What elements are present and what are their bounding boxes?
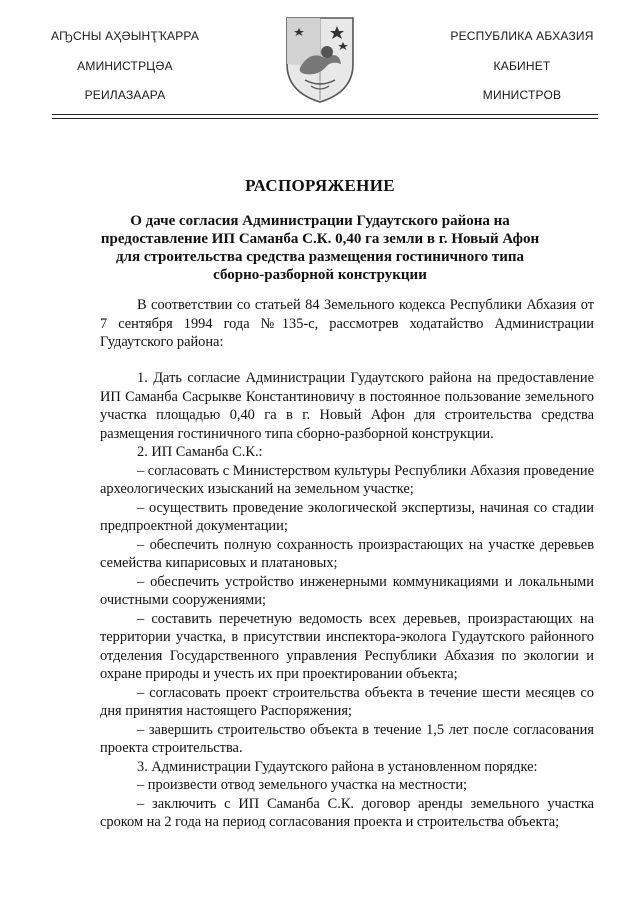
preamble-text: В соответствии со статьей 84 Земельного кодекса Республики Абхазия от 7 сентября 1994 года №135-с, рассмотрев ходатайство Администрации Гудаутского района:	[100, 297, 594, 350]
document-body	[100, 369, 594, 832]
subject-line: предоставление ИП Саманба С.К. 0,40 га земли в г. Новый Афон	[100, 231, 540, 247]
list-item: – согласовать проект строительства объекта в течение шести месяцев со дня принятия настоящего Распоряжения;	[100, 684, 594, 719]
list-item: – осуществить проведение экологической экспертизы, начиная со стадии предпроектной документации;	[100, 499, 594, 534]
header-divider-thick	[52, 114, 598, 115]
subject-line: для строительства средства размещения гостиничного типа	[115, 249, 525, 265]
header-divider-thin	[52, 118, 598, 119]
paragraph-1: 1. Дать согласие Администрации Гудаутского района на предоставление ИП Саманба Сасрыкве Константиновичу в постоянное пользование земельного участка площадью 0,40 га в г. Новый Афон для строительства средства размещения гостиничного типа сборно-разборной конструкции.	[100, 370, 594, 442]
header-right-line-3: МИНИСТРОВ	[482, 88, 562, 102]
document-subject	[100, 212, 540, 284]
paragraph-3: 3. Администрации Гудаутского района в установленном порядке:	[137, 758, 538, 775]
header-left-line-3: РЕИЛАЗААРА	[84, 88, 166, 102]
list-item: – заключить с ИП Саманба С.К. договор аренды земельного участка сроком на 2 года на период согласования проекта и строительства объекта;	[100, 795, 594, 830]
document-title: РАСПОРЯЖЕНИЕ	[245, 176, 395, 195]
list-item: – произвести отвод земельного участка на местности;	[137, 777, 468, 793]
header-right-line-1: РЕСПУБЛИКА АБХАЗИЯ	[450, 29, 594, 43]
list-item: – завершить строительство объекта в течение 1,5 лет после согласования проекта строительства.	[100, 721, 594, 756]
header-left-line-2: АМИНИСТРЦӘА	[77, 59, 173, 73]
subject-line: сборно-разборной конструкции	[213, 267, 427, 283]
preamble	[100, 296, 594, 352]
header-right-line-2: КАБИНЕТ	[493, 59, 551, 73]
list-item: – обеспечить полную сохранность произрастающих на участке деревьев семейства кипарисовых и платановых;	[100, 536, 594, 571]
header-left-line-1: АҦСНЫ АҲӘЫНҬҠАРРА	[50, 29, 200, 43]
list-item: – согласовать с Министерством культуры Республики Абхазия проведение археологических изысканий на земельном участке;	[100, 462, 594, 497]
list-item: – обеспечить устройство инженерными коммуникациями и локальными очистными сооружениями;	[100, 573, 594, 608]
paragraph-2: 2. ИП Саманба С.К.:	[137, 444, 263, 460]
list-item: – составить перечетную ведомость всех деревьев, произрастающих на территории участка, в присутствии инспектора-эколога Гудаутского районного отделения Государственного управления Республики Абхазия по экологии и охране природы и учесть их при проектировании объекта;	[100, 610, 594, 682]
subject-line: О даче согласия Администрации Гудаутского района на	[130, 213, 510, 229]
coat-of-arms-emblem	[281, 14, 359, 104]
